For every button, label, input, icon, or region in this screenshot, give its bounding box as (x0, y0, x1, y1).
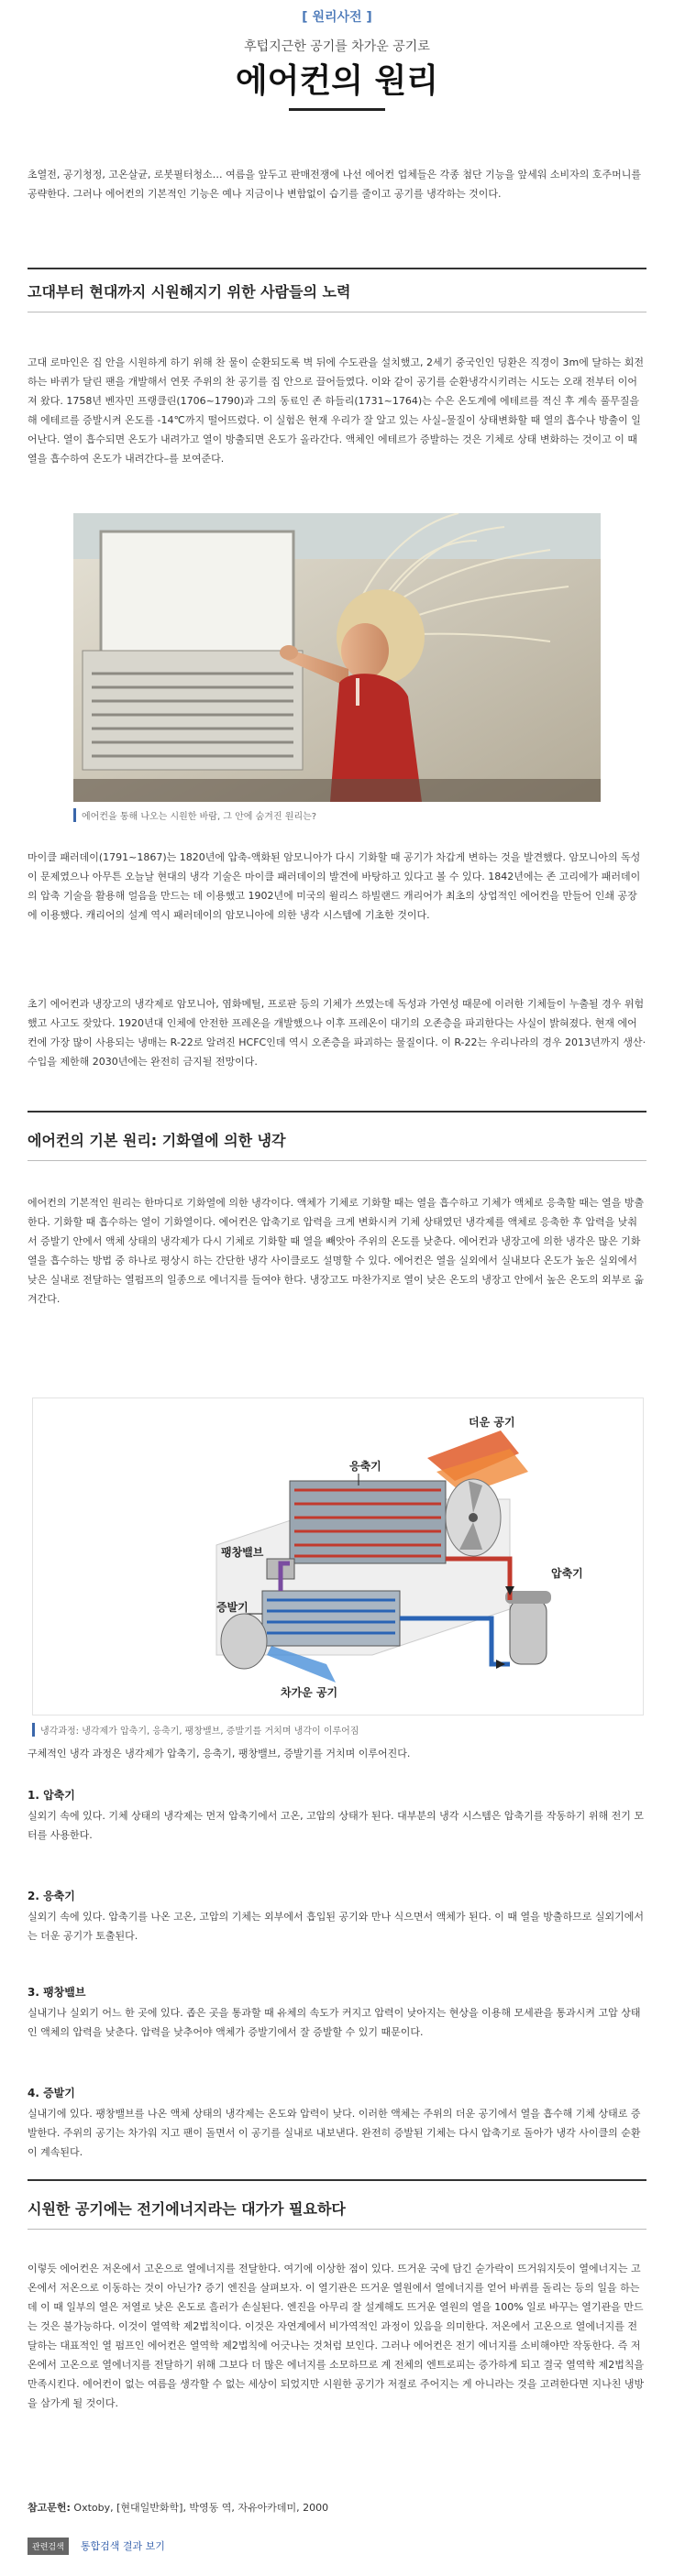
paragraph: 마이클 패러데이(1791~1867)는 1820년에 압축-액화된 암모니아가 다시 기화할 때 공기가 차갑게 변하는 것을 발견했다. 암모니아의 독성이 문제였으나 아무튼 오늘날 현대의 냉각 기술은 마이클 패러데이의 발견에 바탕하고 있다고 볼 수 있다. 1842년에는 존 고리에가 패러데이의 압축 기술을 활용해 얼음을 만드는 데 이용했고 1902년에 미국의 윌리스 하빌랜드 캐리어가 최초의 상업적인 에어컨을 만들어 인쇄 공장에 이용했다. 캐리어의 설계 역시 패러데이의 암모니아에 의한 냉각 시스템에 기초한 것이다. (28, 851, 641, 921)
label-condenser: 응축기 (349, 1460, 381, 1473)
process-item (28, 1787, 646, 1845)
section-divider (28, 1160, 646, 1161)
process-item-text: 실외기 속에 있다. 기체 상태의 냉각제는 먼저 압축기에서 고온, 고압의 상태가 된다. 대부분의 냉각 시스템은 압축기를 작동하기 위해 전기 모터를 사용한다. (28, 1810, 644, 1841)
references-text: Oxtoby, [현대일반화학], 박영동 역, 자유아카데미, 2000 (73, 2502, 329, 2514)
section-title: 에어컨의 기본 원리: 기화열에 의한 냉각 (28, 1132, 286, 1149)
section-title: 고대부터 현대까지 시원해지기 위한 사람들의 노력 (28, 283, 351, 301)
diagram-caption: 냉각과정: 냉각제가 압축기, 응축기, 팽창밸브, 증발기를 거치며 냉각이 이루어짐 (32, 1723, 359, 1737)
paragraph: 초기 에어컨과 냉장고의 냉각제로 암모니아, 염화메틸, 프로판 등의 기체가 쓰였는데 독성과 가연성 때문에 이러한 기체들이 누출될 경우 위험했고 사고도 잦았다. 1920년대 인체에 안전한 프레온을 개발했으나 이후 프레온이 대기의 오존층을 파괴한다는 사실이 밝혀졌다. 현재 에어컨에 가장 많이 사용되는 냉매는 R-22로 알려진 HCFC인데 역시 오존층을 파괴하는 물질이다. 이 R-22는 우리나라의 경우 2013년까지 생산·수입을 제한해 2030년에는 완전히 금지될 전망이다. (28, 998, 646, 1068)
process-item-title: 3. 팽창밸브 (28, 1986, 86, 1999)
article-title: 에어컨의 원리 (235, 61, 439, 100)
references-label: 참고문헌: (28, 2502, 71, 2514)
cooling-cycle-diagram (32, 1398, 644, 1716)
section-title: 시원한 공기에는 전기에너지라는 대가가 필요하다 (28, 2200, 346, 2218)
label-compressor: 압축기 (551, 1567, 583, 1580)
related-search-tag: 관련검색 (28, 2538, 69, 2555)
related-search (28, 2536, 165, 2555)
section-divider (28, 1111, 646, 1113)
label-evaporator: 증발기 (216, 1601, 249, 1614)
aircon-girl-illustration (73, 513, 601, 802)
section-divider (28, 2179, 646, 2181)
paragraph: 이렇듯 에어컨은 저온에서 고온으로 열에너지를 전달한다. 여기에 이상한 점이 있다. 뜨거운 국에 담긴 숟가락이 뜨거워지듯이 열에너지는 고온에서 저온으로 이동하는 것이 아닌가? 증기 엔진을 살펴보자. 이 열기관은 뜨거운 열원에서 열에너지를 얻어 바퀴를 돌리는 등의 일을 하는데 이 때 일부의 열은 저열로 낮은 온도로 흘러가 손실된다. 엔진을 아무리 잘 설계해도 뜨거운 열원의 열을 100% 일로 바꾸는 열기관을 만드는 것은 불가능하다. 이것이 열역학 제2법칙이다. 이것은 자연계에서 비가역적인 과정이 있음을 의미한다. 저온에서 고온으로 열에너지를 전달하는 대표적인 열 펌프인 에어컨은 열역학 제2법칙에 어긋나는 것처럼 보인다. 그러나 에어컨은 전기 에너지를 소비해야만 작동한다. 즉 저온에서 고온으로 열에너지를 전달하기 위해 그보다 더 많은 에너지를 소모하므로 계 전체의 엔트로피는 증가하게 되고 결국 열역학 제2법칙을 만족시킨다. 에어컨이 없는 여름을 생각할 수 없는 세상이 되었지만 시원한 공기가 저절로 주어지는 게 아니라는 것을 고려한다면 지나친 냉방을 삼가게 될 것이다. (28, 2263, 645, 2409)
paragraph: 구체적인 냉각 과정은 냉각제가 압축기, 응축기, 팽창밸브, 증발기를 거치며 이루어진다. (28, 1748, 411, 1759)
paragraph: 에어컨의 기본적인 원리는 한마디로 기화열에 의한 냉각이다. 액체가 기체로 기화할 때는 열을 흡수하고 기체가 액체로 응축할 때는 열을 방출한다. 기화할 때 흡수하는 열이 기화열이다. 에어컨은 압축기로 압력을 크게 변화시켜 기체 상태였던 냉각제를 액체로 응축한 후 압력을 낮춰서 증발기 안에서 액체 상태의 냉각제가 다시 기체로 기화할 때 열을 빼앗아 주위의 온도를 낮춘다. 에어컨과 냉장고에 의한 냉각은 많은 기화열을 흡수하는 방법 중 하나로 평상시 하는 간단한 냉각 사이클로도 설명할 수 있다. 에어컨은 열을 실외에서 실내보다 온도가 높은 실외에서 낮은 실내로 전달하는 열펌프의 일종으로 에너지를 들여야 한다. 냉장고도 마찬가지로 열이 낮은 온도의 냉장고 안에서 높은 온도의 외부로 옮겨간다. (28, 1197, 645, 1305)
paragraph: 고대 로마인은 집 안을 시원하게 하기 위해 찬 물이 순환되도록 벽 뒤에 수도관을 설치했고, 2세기 중국인인 딩환은 직경이 3m에 달하는 회전하는 바퀴가 달린 팬을 개발해서 연못 주위의 찬 공기를 집 안으로 끌어들였다. 이와 같이 공기를 순환냉각시키려는 시도는 오래 전부터 이어져 왔다. 1758년 벤자민 프랭클린(1706~1790)과 그의 동료인 존 하들리(1731~1764)는 수은 온도계에 에테르를 적신 후 계속 풀무질을 해 에테르를 증발시켜 온도를 -14℃까지 떨어뜨렸다. 이 실험은 현재 우리가 잘 알고 있는 사실–물질이 상태변화할 때 열의 흡수나 방출이 일어난다. 열이 흡수되면 온도가 내려가고 열이 방출되면 온도가 올라간다. 액체인 에테르가 증발하는 것은 기체로 상태 변화하는 것이고 이 때 열을 흡수하여 온도가 내려간다–를 보여준다. (28, 356, 644, 465)
process-item-text: 실외기 속에 있다. 압축기를 나온 고온, 고압의 기체는 외부에서 흡입된 공기와 만나 식으면서 액체가 된다. 이 때 열을 방출하므로 실외기에서는 더운 공기가 토출된다. (28, 1911, 644, 1942)
article-subtitle: 후텁지근한 공기를 차가운 공기로 (244, 39, 430, 54)
process-item-title: 1. 압축기 (28, 1789, 75, 1802)
photo-caption: 에어컨을 통해 나오는 시원한 바람, 그 안에 숨겨진 원리는? (73, 808, 316, 822)
process-item-title: 4. 증발기 (28, 2087, 75, 2099)
section3-p1 (28, 2259, 646, 2413)
section-divider (28, 2229, 646, 2230)
process-item-title: 2. 응축기 (28, 1890, 75, 1902)
label-hot-air: 더운 공기 (469, 1416, 515, 1429)
process-item-text: 실내기나 실외기 어느 한 곳에 있다. 좁은 곳을 통과할 때 유체의 속도가 커지고 압력이 낮아지는 현상을 이용해 모세관을 통과시켜 고압 상태인 액체의 압력을 낮춘다. 압력을 낮추어야 액체가 증발기에서 잘 증발할 수 있기 때문이다. (28, 2007, 641, 2038)
label-cold-air: 차가운 공기 (281, 1686, 338, 1699)
intro-block (28, 165, 646, 203)
process-item-text: 실내기에 있다. 팽창밸브를 나온 액체 상태의 냉각제는 온도와 압력이 낮다. 이러한 액체는 주위의 더운 공기에서 열을 흡수해 기체 상태로 증발한다. 주위의 공기는 차가워 지고 팬이 돌면서 이 공기를 실내로 내보낸다. 완전히 증발된 기체는 다시 압축기로 돌아가 냉각 사이클의 순환이 계속된다. (28, 2108, 641, 2158)
section-divider (28, 268, 646, 269)
section1-p3 (28, 994, 646, 1071)
cooling-cycle-svg (33, 1398, 643, 1715)
process-item (28, 1888, 646, 1946)
process-item (28, 2085, 646, 2162)
references (28, 2500, 328, 2515)
title-divider (289, 108, 385, 111)
integrated-search-link[interactable]: 통합검색 결과 보기 (80, 2540, 165, 2552)
process-item (28, 1984, 646, 2042)
section1-p1 (28, 353, 646, 468)
section2-lead (28, 1744, 646, 1763)
aircon-photo (73, 513, 601, 802)
section2-p1 (28, 1193, 646, 1309)
label-expansion-valve: 팽창밸브 (221, 1546, 264, 1559)
category-tag[interactable]: [ 원리사전 ] (302, 10, 372, 25)
section1-p2 (28, 848, 646, 925)
intro-paragraph: 초열전, 공기청정, 고온살균, 로봇필터청소… 여름을 앞두고 판매전쟁에 나선 에어컨 업체들은 각종 첨단 기능을 앞세워 소비자의 호주머니를 공략한다. 그러나 에어컨의 기본적인 기능은 예나 지금이나 변함없이 습기를 줄이고 공기를 냉각하는 것이다. (28, 169, 641, 200)
